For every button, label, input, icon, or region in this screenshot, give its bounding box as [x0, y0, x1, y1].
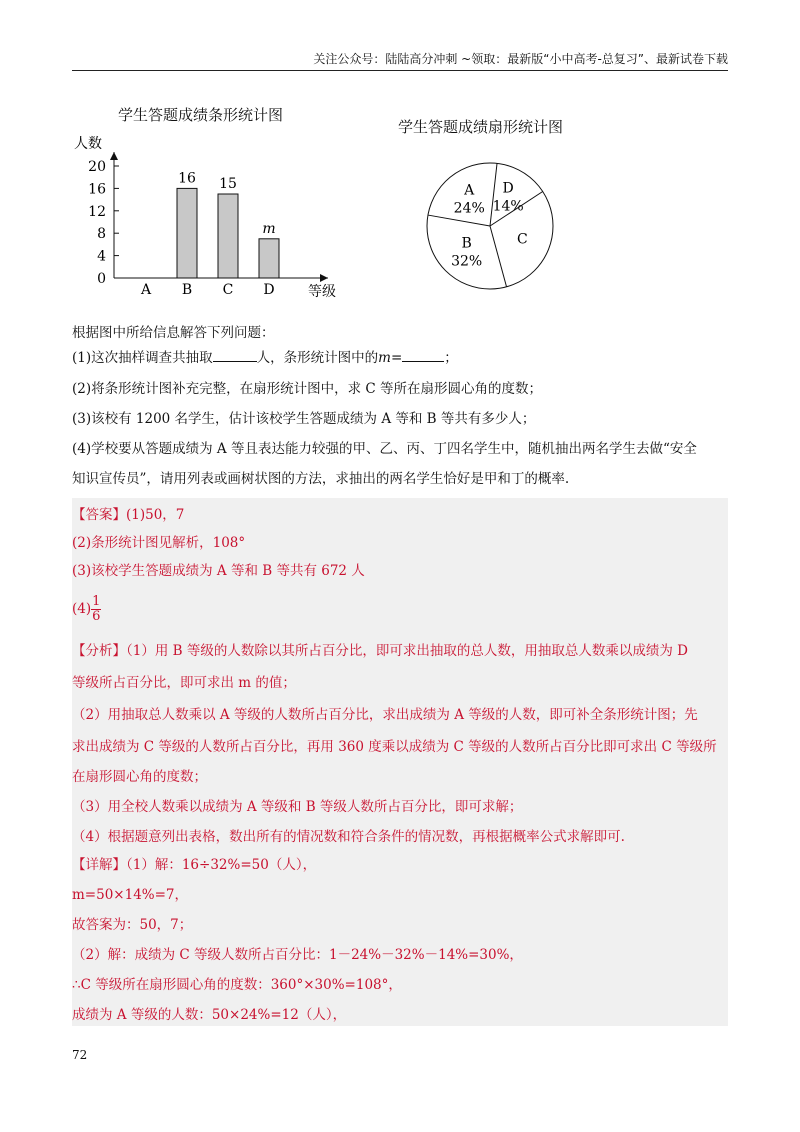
pie-slice-percent-D: 14%: [492, 198, 524, 215]
answer-3: (3)该校学生答题成绩为 A 等和 B 等共有 672 人: [72, 563, 365, 579]
y-tick-label: 16: [88, 181, 106, 198]
x-axis-label: 等级: [308, 284, 336, 300]
y-axis-label: 人数: [74, 136, 102, 152]
analysis-line-7: （4）根据题意列出表格，数出所有的情况数和符合条件的情况数，再根据概率公式求解即可.: [72, 829, 625, 845]
analysis-line-2: 等级所占百分比，即可求出 m 的值；: [72, 675, 296, 691]
analysis-line-5: 在扇形圆心角的度数；: [72, 769, 207, 785]
question-4-line-2: 知识宣传员”，请用列表或画树状图的方法，求抽出的两名学生恰好是甲和丁的概率.: [72, 471, 570, 487]
bar-chart: [70, 132, 350, 302]
question-intro: 根据图中所给信息解答下列问题：: [72, 325, 275, 341]
bar-value-label: m: [262, 220, 276, 237]
y-tick-label: 0: [97, 271, 106, 287]
analysis-line-4: 求出成绩为 C 等级的人数所占百分比，再用 360 度乘以成绩为 C 等级的人数所占百分比即可求出 C 等级所: [72, 739, 717, 755]
analysis-line-3: （2）用抽取总人数乘以 A 等级的人数所占百分比，求出成绩为 A 等级的人数，即可补全条形统计图；先: [72, 707, 698, 723]
pie-slice-label-A: A: [464, 182, 475, 199]
bar-chart-title: 学生答题成绩条形统计图: [118, 106, 284, 124]
question-3: (3)该校有 1200 名学生，估计该校学生答题成绩为 A 等和 B 等共有多少人；: [72, 411, 536, 427]
bar-D: [259, 239, 279, 278]
x-tick-label: C: [222, 282, 234, 298]
y-tick-label: 20: [88, 159, 106, 175]
detail-line-1: [72, 854, 728, 876]
detail-line-4: （2）解：成绩为 C 等级人数所占百分比：1－24%－32%－14%=30%，: [72, 947, 523, 963]
answer-1-text: (1)50，7: [126, 507, 185, 523]
q1-part-a: (1)这次抽样调查共抽取: [72, 350, 213, 366]
question-4-line-1: (4)学校要从答题成绩为 A 等且表达能力较强的甲、乙、丙、丁四名学生中，随机抽出两名学生去做“安全: [72, 441, 697, 457]
detail-tag: 【详解】: [72, 857, 126, 873]
x-axis-arrow: [320, 274, 328, 282]
y-axis-arrow: [110, 152, 118, 160]
answer-blank-2[interactable]: [402, 347, 444, 362]
pie-slice-percent-A: 24%: [453, 200, 485, 217]
page-number: 72: [72, 1048, 88, 1062]
analysis-text-1: （1）用 B 等级的人数除以其所占百分比，即可求出抽取的总人数，用抽取总人数乘以成绩为 D: [126, 643, 688, 659]
answer-tag: 【答案】: [72, 507, 126, 523]
y-tick-label: 4: [97, 248, 106, 265]
x-tick-label: D: [263, 282, 275, 298]
x-tick-label: B: [181, 282, 193, 298]
answer-2: (2)条形统计图见解析，108°: [72, 535, 246, 551]
pie-slice-label-D: D: [502, 180, 514, 197]
bar-value-label: 15: [219, 176, 237, 192]
answer-4: [72, 594, 728, 624]
answer-4-prefix: (4): [72, 601, 92, 617]
bar-C: [218, 194, 238, 278]
analysis-line-1: [72, 640, 728, 662]
pie-chart-title: 学生答题成绩扇形统计图: [398, 118, 564, 136]
detail-line-5: ∴C 等级所在扇形圆心角的度数：360°×30%=108°，: [72, 977, 402, 993]
q1-part-b: 人，条形统计图中的: [256, 350, 379, 366]
answer-blank-1[interactable]: [213, 347, 257, 362]
y-tick-label: 12: [88, 203, 106, 220]
q1-equals: =: [390, 350, 403, 366]
pie-slice-label-C: C: [517, 231, 528, 248]
question-1: [72, 347, 728, 369]
detail-line-2: m=50×14%=7，: [72, 887, 189, 903]
fraction-numerator: 1: [92, 594, 101, 609]
pie-slice-percent-B: 32%: [451, 253, 483, 270]
fraction-denominator: 6: [92, 609, 101, 624]
answer-1: [72, 504, 728, 526]
bar-value-label: 16: [178, 170, 196, 187]
detail-line-3: 故答案为：50，7；: [72, 917, 193, 933]
q1-end: ；: [444, 350, 458, 366]
analysis-tag: 【分析】: [72, 643, 126, 659]
detail-line-6: 成绩为 A 等级的人数：50×24%=12（人），: [72, 1007, 347, 1023]
page-header: 关注公众号：陆陆高分冲刺 ~领取：最新版“小中高考-总复习”、最新试卷下载: [72, 48, 728, 71]
detail-text-1: （1）解：16÷32%=50（人），: [126, 857, 317, 873]
question-2: (2)将条形统计图补充完整，在扇形统计图中，求 C 等所在扇形圆心角的度数；: [72, 381, 543, 397]
pie-slice-label-B: B: [461, 235, 472, 252]
y-tick-label: 8: [97, 226, 106, 243]
x-tick-label: A: [140, 282, 152, 298]
bar-B: [177, 188, 197, 278]
pie-chart: [402, 136, 582, 316]
q1-var-m: m: [378, 350, 391, 366]
analysis-line-6: （3）用全校人数乘以成绩为 A 等级和 B 等级人数所占百分比，即可求解；: [72, 799, 523, 815]
answer-4-fraction: [91, 595, 101, 624]
